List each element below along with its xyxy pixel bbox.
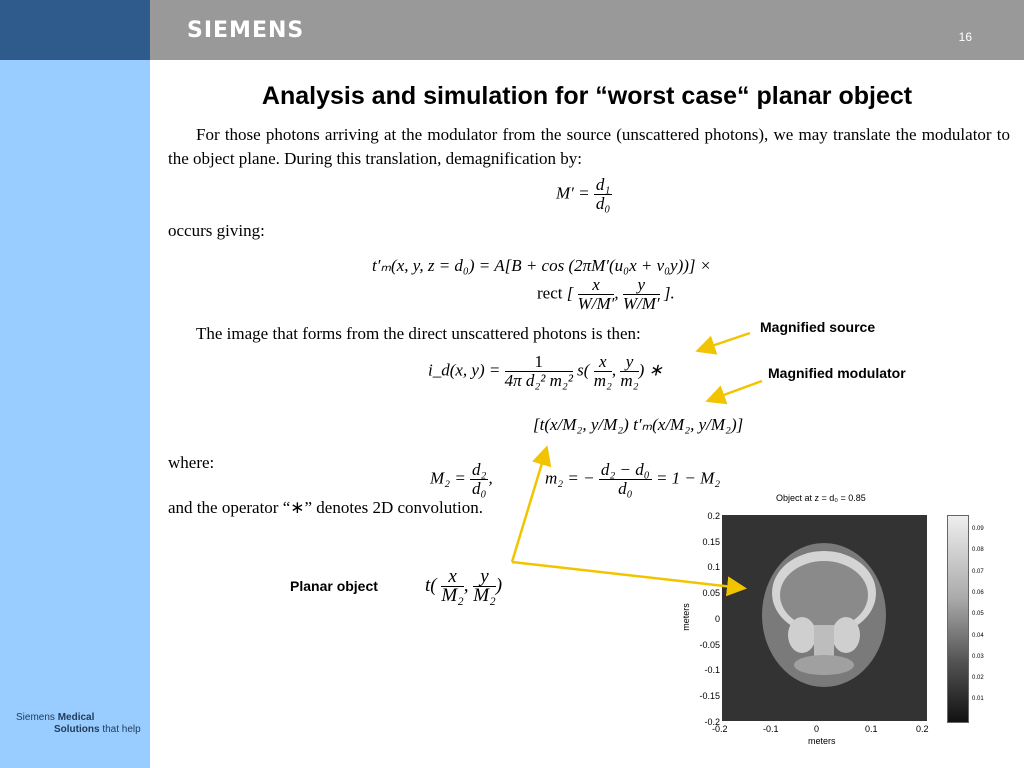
y-tick-label: -0.05	[699, 639, 720, 650]
x-tick-label: 0	[814, 724, 820, 734]
arrow-modulator	[710, 381, 762, 400]
y-axis-label: meters	[680, 603, 691, 631]
M2-equation: M₂ = $\frac{\text{d₂}}{\text{d₀}}$ ,	[430, 460, 493, 498]
colorbar-tick-label: 0.01	[972, 696, 984, 703]
where-text: where:	[168, 453, 215, 472]
colorbar-tick-label: 0.07	[972, 568, 984, 575]
colorbar-tick-label: 0.08	[972, 547, 984, 554]
x-axis-label: meters	[808, 736, 836, 746]
slide-title: Analysis and simulation for “worst case“ planar object	[261, 82, 913, 110]
arrow-planar-right	[512, 562, 742, 588]
occurs-giving-text: occurs giving:	[168, 221, 265, 240]
tm-equation: t′ₘ(x, y, z = d₀) = A[B + cos (2πM′(u₀x + v₀y))] ×	[372, 256, 712, 275]
rect-equation: rect [ $\frac{x}{W/M'}$ , $\frac{y}{W/M'}$ ].	[537, 275, 675, 313]
footer-solutions: Solutions	[54, 724, 100, 735]
footer-company: Siemens	[16, 712, 55, 723]
intro-paragraph: For those photons arriving at the modulator from the source (unscattered photons), we may translate the modulator to the object plane. During this translation, demagnification by:	[168, 125, 1010, 168]
planar-object-equation: t( $\frac{x}{\text{M₂}}$ , $\frac{y}{\text{M₂}}$ )	[425, 566, 503, 606]
y-tick-label: 0.05	[702, 588, 720, 599]
image-forms-text: The image that forms from the direct unscattered photons is then:	[196, 324, 641, 343]
y-tick-label: 0.2	[707, 511, 720, 521]
id-equation: i_d(x, y) = $\frac{1}{\text{4π d₂² m₂²}}$ s( $\frac{x}{\text{m₂}}$ , $\frac{y}{\text{m₂}}$ ) ∗	[428, 352, 663, 390]
siemens-logo: SIEMENS	[187, 18, 305, 43]
footer-division: Medical	[57, 712, 95, 723]
planar-object-label: Planar object	[290, 578, 378, 594]
footer-tagline: that help	[102, 724, 141, 735]
x-tick-label: 0.1	[865, 724, 878, 734]
y-tick-label: 0	[714, 613, 720, 624]
x-tick-label: 0.2	[916, 724, 929, 734]
t-product-equation: [t(x/M₂, y/M₂) t′ₘ(x/M₂, y/M₂)]	[533, 415, 744, 434]
y-tick-label: 0.15	[702, 536, 720, 547]
arrow-source	[700, 333, 750, 350]
plot-title: Object at z = d₀ = 0.85	[776, 493, 866, 503]
x-tick-label: -0.2	[712, 724, 728, 734]
arrow-planar-up	[512, 450, 546, 562]
y-tick-label: -0.2	[704, 716, 720, 727]
m2-equation: m₂ = − $\frac{\text{d₂ − d₀}}{\text{d₀}}$ = 1 − M₂	[545, 460, 721, 498]
colorbar-tick-label: 0.02	[972, 675, 984, 682]
y-tick-label: -0.15	[699, 690, 720, 701]
y-tick-label: -0.1	[704, 665, 720, 676]
y-tick-label: 0.1	[707, 562, 720, 573]
magnified-source-label: Magnified source	[760, 319, 876, 335]
page-number: 16	[958, 30, 972, 44]
colorbar-tick-label: 0.03	[972, 653, 984, 660]
operator-note: and the operator “∗” denotes 2D convolution.	[168, 498, 483, 517]
colorbar-tick-label: 0.09	[972, 526, 984, 532]
magnified-modulator-label: Magnified modulator	[768, 365, 906, 381]
colorbar-tick-label: 0.06	[972, 589, 984, 596]
mprime-equation: M′ = $\frac{\text{d₁}}{\text{d₀}}$	[556, 175, 611, 213]
colorbar-tick-label: 0.05	[972, 611, 984, 618]
x-tick-label: -0.1	[763, 724, 779, 734]
colorbar-tick-label: 0.04	[972, 632, 984, 639]
